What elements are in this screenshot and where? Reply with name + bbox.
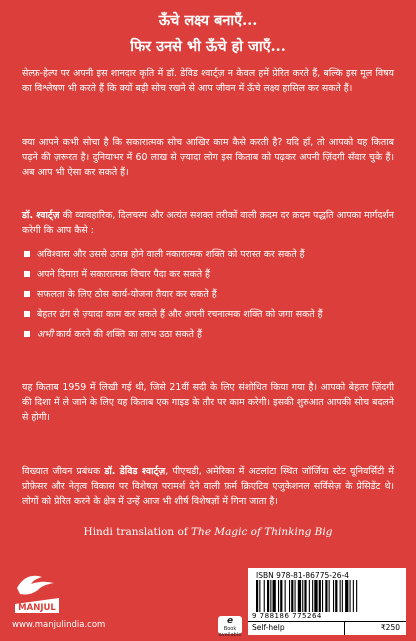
author-name: डॉ. श्वार्ट्ज़ (22, 210, 60, 221)
tagline-line-1: ऊँचे लक्ष्य बनाएँ... (158, 12, 258, 29)
ebook-word: Book (223, 626, 237, 632)
benefit-list (22, 247, 394, 347)
bird-icon (17, 576, 54, 595)
divider (248, 621, 406, 622)
translation-note (0, 525, 416, 539)
manjul-logo (12, 568, 62, 616)
about-author-paragraph (22, 464, 394, 509)
list-item: बेहतर ढंग से ज़्यादा काम कर सकते हैं और अपनी रचनात्मक शक्ति को जगा सकते हैं (22, 307, 394, 322)
list-item: अविश्वास और उससे उत्पन्न होने वाली नकारात्मक शक्ति को परास्त कर सकते हैं (22, 247, 394, 262)
category-label: Self-help (252, 623, 285, 632)
divider (344, 621, 345, 635)
barcode-icon (256, 580, 394, 612)
author-name: डॉ. डेविड श्वार्ट्ज़ (104, 466, 166, 477)
publisher-name: MANJUL (18, 603, 56, 613)
publisher-website: www.manjulindia.com (12, 620, 106, 630)
list-item-text: कार्य करने की शक्ति का लाभ उठा सकते हैं (53, 329, 202, 340)
ebook-icon: e (226, 616, 234, 626)
about-lead: विख्यात जीवन प्रबंधक (22, 466, 105, 477)
original-title: The Magic of Thinking Big (191, 526, 333, 538)
method-text: की व्यावहारिक, दिलचस्प और अत्यंत सशक्त तरीकों वाली क़दम दर क़दम पद्धति आपका मार्गदर्शन करेगी कि आप कैसे : (22, 210, 395, 236)
tagline-line-2: फिर उनसे भी ऊँचे हो जाएँ... (130, 38, 286, 55)
history-paragraph: यह किताब 1959 में लिखी गई थी, जिसे 21वीं सदी के लिए संशोधित किया गया है। आपको बेहतर ज़िंदगी की दिशा में ले जाने के लिए यह किताब एक गाइड के तौर पर काम करेगी। इसकी शुरुआत आपकी सोच बदलने से होगी। (22, 382, 394, 423)
intro-paragraph: सेल्फ़-हेल्प पर अपनी इस शानदार कृति में डॉ. डेविड श्वार्ट्ज़ न केवल हमें प्रेरित करते हैं, बल्कि इस मूल विषय का विश्लेषण भी करते हैं कि क्यों बड़ी सोच रखने से आप जीवन में ऊँचे लक्ष्य हासिल कर सकते हैं। (22, 68, 394, 94)
translation-prefix: Hindi translation of (83, 526, 192, 538)
list-item: सफलता के लिए ठोस कार्य-योजना तैयार कर सकते हैं (22, 287, 394, 302)
question-paragraph: क्या आपने कभी सोचा है कि सकारात्मक सोच आखिर काम कैसे करती है? यदि हाँ, तो आपको यह किताब पढ़ने की ज़रूरत है। दुनियाभर में 60 लाख से ज़्यादा लोग इस किताब को पढ़कर अपनी ज़िंदगी सँवार चुके हैं। अब आप भी ऐसा कर सकते हैं। (22, 137, 394, 178)
about-text: , पीएचडी, अमेरिका में अटलांटा स्थित जॉर्जिया स्टेट यूनिवर्सिटी में प्रोफ़ेसर और नेतृत्व विकास पर विशेषज्ञ परामर्श देने वाली फ़र्म क्रिएटिव एजुकेशनल सर्विसेज़ के प्रेसिडेंट थे। लोगों को प्रेरित करने के क्षेत्र में उन्हें आज भी शीर्ष विशेषज्ञों में गिना जाता है। (22, 466, 395, 507)
list-item (22, 327, 394, 342)
isbn-number: ISBN 978-81-86775-26-4 (256, 571, 349, 580)
ebook-available-badge (218, 616, 242, 638)
ebook-sub: available (218, 632, 242, 638)
barcode-digits: 9 788186 775264 (252, 612, 322, 620)
method-paragraph (22, 208, 394, 238)
emphasis-now: अभी (37, 329, 54, 340)
barcode-box (248, 568, 406, 635)
price-label: ₹250 (380, 623, 400, 632)
list-item: अपने दिमाग़ में सकारात्मक विचार पैदा कर सकते हैं (22, 267, 394, 282)
